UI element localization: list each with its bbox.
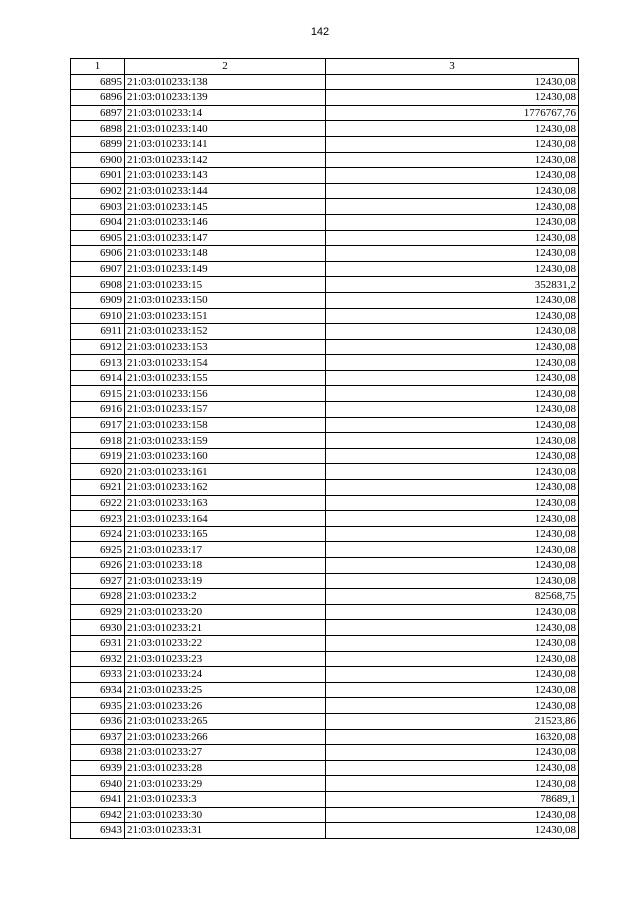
row-number-cell: 6897 bbox=[71, 105, 125, 121]
cadastral-number-cell: 21:03:010233:25 bbox=[125, 682, 326, 698]
row-number-cell: 6935 bbox=[71, 698, 125, 714]
table-row bbox=[71, 807, 579, 823]
cadastral-number-cell: 21:03:010233:147 bbox=[125, 230, 326, 246]
row-number-cell: 6940 bbox=[71, 776, 125, 792]
cadastral-number-cell: 21:03:010233:28 bbox=[125, 760, 326, 776]
table-row bbox=[71, 698, 579, 714]
cadastral-value-cell: 12430,08 bbox=[326, 480, 579, 496]
cadastral-value-cell: 12430,08 bbox=[326, 682, 579, 698]
table-row bbox=[71, 105, 579, 121]
cadastral-value-cell: 12430,08 bbox=[326, 246, 579, 262]
cadastral-number-cell: 21:03:010233:150 bbox=[125, 292, 326, 308]
cadastral-value-cell: 78689,1 bbox=[326, 791, 579, 807]
cadastral-value-cell: 12430,08 bbox=[326, 261, 579, 277]
row-number-cell: 6939 bbox=[71, 760, 125, 776]
table-row bbox=[71, 791, 579, 807]
cadastral-value-cell: 12430,08 bbox=[326, 542, 579, 558]
row-number-cell: 6904 bbox=[71, 214, 125, 230]
table-row bbox=[71, 230, 579, 246]
cadastral-number-cell: 21:03:010233:139 bbox=[125, 90, 326, 106]
cadastral-number-cell: 21:03:010233:155 bbox=[125, 370, 326, 386]
row-number-cell: 6895 bbox=[71, 74, 125, 90]
cadastral-value-cell: 12430,08 bbox=[326, 324, 579, 340]
cadastral-value-cell: 12430,08 bbox=[326, 745, 579, 761]
column-header-value: 3 bbox=[326, 59, 579, 75]
table-row bbox=[71, 121, 579, 137]
row-number-cell: 6928 bbox=[71, 589, 125, 605]
row-number-cell: 6916 bbox=[71, 402, 125, 418]
cadastral-value-cell: 12430,08 bbox=[326, 667, 579, 683]
table-row bbox=[71, 433, 579, 449]
cadastral-number-cell: 21:03:010233:2 bbox=[125, 589, 326, 605]
row-number-cell: 6908 bbox=[71, 277, 125, 293]
cadastral-number-cell: 21:03:010233:142 bbox=[125, 152, 326, 168]
row-number-cell: 6924 bbox=[71, 526, 125, 542]
table-row bbox=[71, 292, 579, 308]
row-number-cell: 6942 bbox=[71, 807, 125, 823]
row-number-cell: 6937 bbox=[71, 729, 125, 745]
cadastral-value-cell: 352831,2 bbox=[326, 277, 579, 293]
row-number-cell: 6902 bbox=[71, 183, 125, 199]
cadastral-value-cell: 12430,08 bbox=[326, 823, 579, 839]
cadastral-number-cell: 21:03:010233:154 bbox=[125, 355, 326, 371]
table-row bbox=[71, 760, 579, 776]
row-number-cell: 6914 bbox=[71, 370, 125, 386]
table-body bbox=[71, 74, 579, 838]
cadastral-value-cell: 12430,08 bbox=[326, 292, 579, 308]
cadastral-value-cell: 12430,08 bbox=[326, 199, 579, 215]
table-row bbox=[71, 386, 579, 402]
cadastral-number-cell: 21:03:010233:30 bbox=[125, 807, 326, 823]
cadastral-value-cell: 12430,08 bbox=[326, 339, 579, 355]
cadastral-number-cell: 21:03:010233:141 bbox=[125, 136, 326, 152]
cadastral-value-cell: 12430,08 bbox=[326, 807, 579, 823]
row-number-cell: 6941 bbox=[71, 791, 125, 807]
table-row bbox=[71, 199, 579, 215]
cadastral-number-cell: 21:03:010233:143 bbox=[125, 168, 326, 184]
row-number-cell: 6933 bbox=[71, 667, 125, 683]
row-number-cell: 6901 bbox=[71, 168, 125, 184]
row-number-cell: 6921 bbox=[71, 480, 125, 496]
cadastral-value-cell: 12430,08 bbox=[326, 760, 579, 776]
cadastral-number-cell: 21:03:010233:140 bbox=[125, 121, 326, 137]
table-row bbox=[71, 183, 579, 199]
cadastral-number-cell: 21:03:010233:148 bbox=[125, 246, 326, 262]
row-number-cell: 6920 bbox=[71, 464, 125, 480]
cadastral-value-cell: 16320,08 bbox=[326, 729, 579, 745]
cadastral-value-cell: 12430,08 bbox=[326, 635, 579, 651]
table-row bbox=[71, 682, 579, 698]
table-row bbox=[71, 573, 579, 589]
table-row bbox=[71, 542, 579, 558]
table-row bbox=[71, 526, 579, 542]
cadastral-number-cell: 21:03:010233:17 bbox=[125, 542, 326, 558]
cadastral-number-cell: 21:03:010233:161 bbox=[125, 464, 326, 480]
table-row bbox=[71, 480, 579, 496]
cadastral-number-cell: 21:03:010233:19 bbox=[125, 573, 326, 589]
table-row bbox=[71, 558, 579, 574]
table-row bbox=[71, 745, 579, 761]
cadastral-number-cell: 21:03:010233:21 bbox=[125, 620, 326, 636]
cadastral-value-cell: 12430,08 bbox=[326, 230, 579, 246]
cadastral-number-cell: 21:03:010233:162 bbox=[125, 480, 326, 496]
cadastral-number-cell: 21:03:010233:163 bbox=[125, 495, 326, 511]
row-number-cell: 6932 bbox=[71, 651, 125, 667]
table-row bbox=[71, 511, 579, 527]
row-number-cell: 6896 bbox=[71, 90, 125, 106]
table-row bbox=[71, 152, 579, 168]
row-number-cell: 6923 bbox=[71, 511, 125, 527]
table-row bbox=[71, 168, 579, 184]
table-row bbox=[71, 402, 579, 418]
row-number-cell: 6919 bbox=[71, 448, 125, 464]
cadastral-number-cell: 21:03:010233:265 bbox=[125, 713, 326, 729]
cadastral-value-table bbox=[70, 58, 579, 839]
cadastral-number-cell: 21:03:010233:160 bbox=[125, 448, 326, 464]
cadastral-value-cell: 12430,08 bbox=[326, 136, 579, 152]
cadastral-number-cell: 21:03:010233:146 bbox=[125, 214, 326, 230]
table-row bbox=[71, 261, 579, 277]
cadastral-value-cell: 12430,08 bbox=[326, 74, 579, 90]
cadastral-number-cell: 21:03:010233:145 bbox=[125, 199, 326, 215]
table-row bbox=[71, 635, 579, 651]
table-row bbox=[71, 308, 579, 324]
row-number-cell: 6938 bbox=[71, 745, 125, 761]
table-row bbox=[71, 417, 579, 433]
table-row bbox=[71, 776, 579, 792]
cadastral-value-cell: 21523,86 bbox=[326, 713, 579, 729]
cadastral-value-cell: 12430,08 bbox=[326, 402, 579, 418]
row-number-cell: 6909 bbox=[71, 292, 125, 308]
row-number-cell: 6913 bbox=[71, 355, 125, 371]
table-row bbox=[71, 90, 579, 106]
cadastral-value-cell: 12430,08 bbox=[326, 448, 579, 464]
cadastral-value-cell: 12430,08 bbox=[326, 495, 579, 511]
cadastral-value-cell: 12430,08 bbox=[326, 558, 579, 574]
cadastral-number-cell: 21:03:010233:20 bbox=[125, 604, 326, 620]
cadastral-number-cell: 21:03:010233:157 bbox=[125, 402, 326, 418]
cadastral-number-cell: 21:03:010233:14 bbox=[125, 105, 326, 121]
table-header-row bbox=[71, 59, 579, 75]
row-number-cell: 6911 bbox=[71, 324, 125, 340]
table-row bbox=[71, 620, 579, 636]
cadastral-number-cell: 21:03:010233:165 bbox=[125, 526, 326, 542]
cadastral-value-cell: 12430,08 bbox=[326, 698, 579, 714]
table-row bbox=[71, 136, 579, 152]
row-number-cell: 6915 bbox=[71, 386, 125, 402]
table-row bbox=[71, 355, 579, 371]
row-number-cell: 6922 bbox=[71, 495, 125, 511]
table-row bbox=[71, 448, 579, 464]
cadastral-number-cell: 21:03:010233:266 bbox=[125, 729, 326, 745]
cadastral-number-cell: 21:03:010233:15 bbox=[125, 277, 326, 293]
row-number-cell: 6898 bbox=[71, 121, 125, 137]
cadastral-value-cell: 12430,08 bbox=[326, 433, 579, 449]
row-number-cell: 6900 bbox=[71, 152, 125, 168]
cadastral-value-cell: 12430,08 bbox=[326, 573, 579, 589]
row-number-cell: 6934 bbox=[71, 682, 125, 698]
table-row bbox=[71, 339, 579, 355]
cadastral-value-cell: 12430,08 bbox=[326, 386, 579, 402]
table-row bbox=[71, 324, 579, 340]
column-header-number: 1 bbox=[71, 59, 125, 75]
cadastral-number-cell: 21:03:010233:151 bbox=[125, 308, 326, 324]
table-row bbox=[71, 495, 579, 511]
cadastral-number-cell: 21:03:010233:26 bbox=[125, 698, 326, 714]
cadastral-value-cell: 12430,08 bbox=[326, 168, 579, 184]
cadastral-number-cell: 21:03:010233:23 bbox=[125, 651, 326, 667]
row-number-cell: 6929 bbox=[71, 604, 125, 620]
row-number-cell: 6905 bbox=[71, 230, 125, 246]
cadastral-value-cell: 12430,08 bbox=[326, 183, 579, 199]
cadastral-value-cell: 12430,08 bbox=[326, 526, 579, 542]
row-number-cell: 6926 bbox=[71, 558, 125, 574]
page-number: 142 bbox=[310, 26, 330, 38]
cadastral-value-cell: 12430,08 bbox=[326, 152, 579, 168]
row-number-cell: 6917 bbox=[71, 417, 125, 433]
cadastral-value-cell: 1776767,76 bbox=[326, 105, 579, 121]
row-number-cell: 6943 bbox=[71, 823, 125, 839]
row-number-cell: 6936 bbox=[71, 713, 125, 729]
row-number-cell: 6912 bbox=[71, 339, 125, 355]
row-number-cell: 6918 bbox=[71, 433, 125, 449]
cadastral-number-cell: 21:03:010233:152 bbox=[125, 324, 326, 340]
column-header-cadastral-number: 2 bbox=[125, 59, 326, 75]
cadastral-value-cell: 12430,08 bbox=[326, 355, 579, 371]
cadastral-number-cell: 21:03:010233:29 bbox=[125, 776, 326, 792]
cadastral-number-cell: 21:03:010233:164 bbox=[125, 511, 326, 527]
cadastral-value-cell: 12430,08 bbox=[326, 776, 579, 792]
cadastral-number-cell: 21:03:010233:156 bbox=[125, 386, 326, 402]
table-row bbox=[71, 246, 579, 262]
cadastral-value-cell: 12430,08 bbox=[326, 90, 579, 106]
table-row bbox=[71, 823, 579, 839]
row-number-cell: 6925 bbox=[71, 542, 125, 558]
cadastral-number-cell: 21:03:010233:159 bbox=[125, 433, 326, 449]
row-number-cell: 6906 bbox=[71, 246, 125, 262]
table-row bbox=[71, 651, 579, 667]
cadastral-number-cell: 21:03:010233:138 bbox=[125, 74, 326, 90]
cadastral-value-cell: 82568,75 bbox=[326, 589, 579, 605]
cadastral-value-cell: 12430,08 bbox=[326, 370, 579, 386]
cadastral-value-cell: 12430,08 bbox=[326, 511, 579, 527]
table-row bbox=[71, 667, 579, 683]
cadastral-number-cell: 21:03:010233:153 bbox=[125, 339, 326, 355]
cadastral-number-cell: 21:03:010233:27 bbox=[125, 745, 326, 761]
table-row bbox=[71, 214, 579, 230]
row-number-cell: 6899 bbox=[71, 136, 125, 152]
row-number-cell: 6907 bbox=[71, 261, 125, 277]
table-row bbox=[71, 370, 579, 386]
cadastral-value-cell: 12430,08 bbox=[326, 604, 579, 620]
cadastral-number-cell: 21:03:010233:3 bbox=[125, 791, 326, 807]
cadastral-number-cell: 21:03:010233:22 bbox=[125, 635, 326, 651]
cadastral-number-cell: 21:03:010233:158 bbox=[125, 417, 326, 433]
cadastral-value-cell: 12430,08 bbox=[326, 464, 579, 480]
cadastral-number-cell: 21:03:010233:18 bbox=[125, 558, 326, 574]
row-number-cell: 6910 bbox=[71, 308, 125, 324]
cadastral-number-cell: 21:03:010233:31 bbox=[125, 823, 326, 839]
cadastral-number-cell: 21:03:010233:24 bbox=[125, 667, 326, 683]
table-row bbox=[71, 604, 579, 620]
row-number-cell: 6931 bbox=[71, 635, 125, 651]
table-row bbox=[71, 713, 579, 729]
table-row bbox=[71, 74, 579, 90]
table-row bbox=[71, 589, 579, 605]
cadastral-number-cell: 21:03:010233:144 bbox=[125, 183, 326, 199]
cadastral-value-cell: 12430,08 bbox=[326, 214, 579, 230]
row-number-cell: 6903 bbox=[71, 199, 125, 215]
table-row bbox=[71, 277, 579, 293]
row-number-cell: 6927 bbox=[71, 573, 125, 589]
row-number-cell: 6930 bbox=[71, 620, 125, 636]
cadastral-value-cell: 12430,08 bbox=[326, 620, 579, 636]
cadastral-number-cell: 21:03:010233:149 bbox=[125, 261, 326, 277]
table-row bbox=[71, 464, 579, 480]
cadastral-value-cell: 12430,08 bbox=[326, 121, 579, 137]
table-row bbox=[71, 729, 579, 745]
cadastral-value-cell: 12430,08 bbox=[326, 651, 579, 667]
cadastral-value-cell: 12430,08 bbox=[326, 417, 579, 433]
cadastral-value-cell: 12430,08 bbox=[326, 308, 579, 324]
